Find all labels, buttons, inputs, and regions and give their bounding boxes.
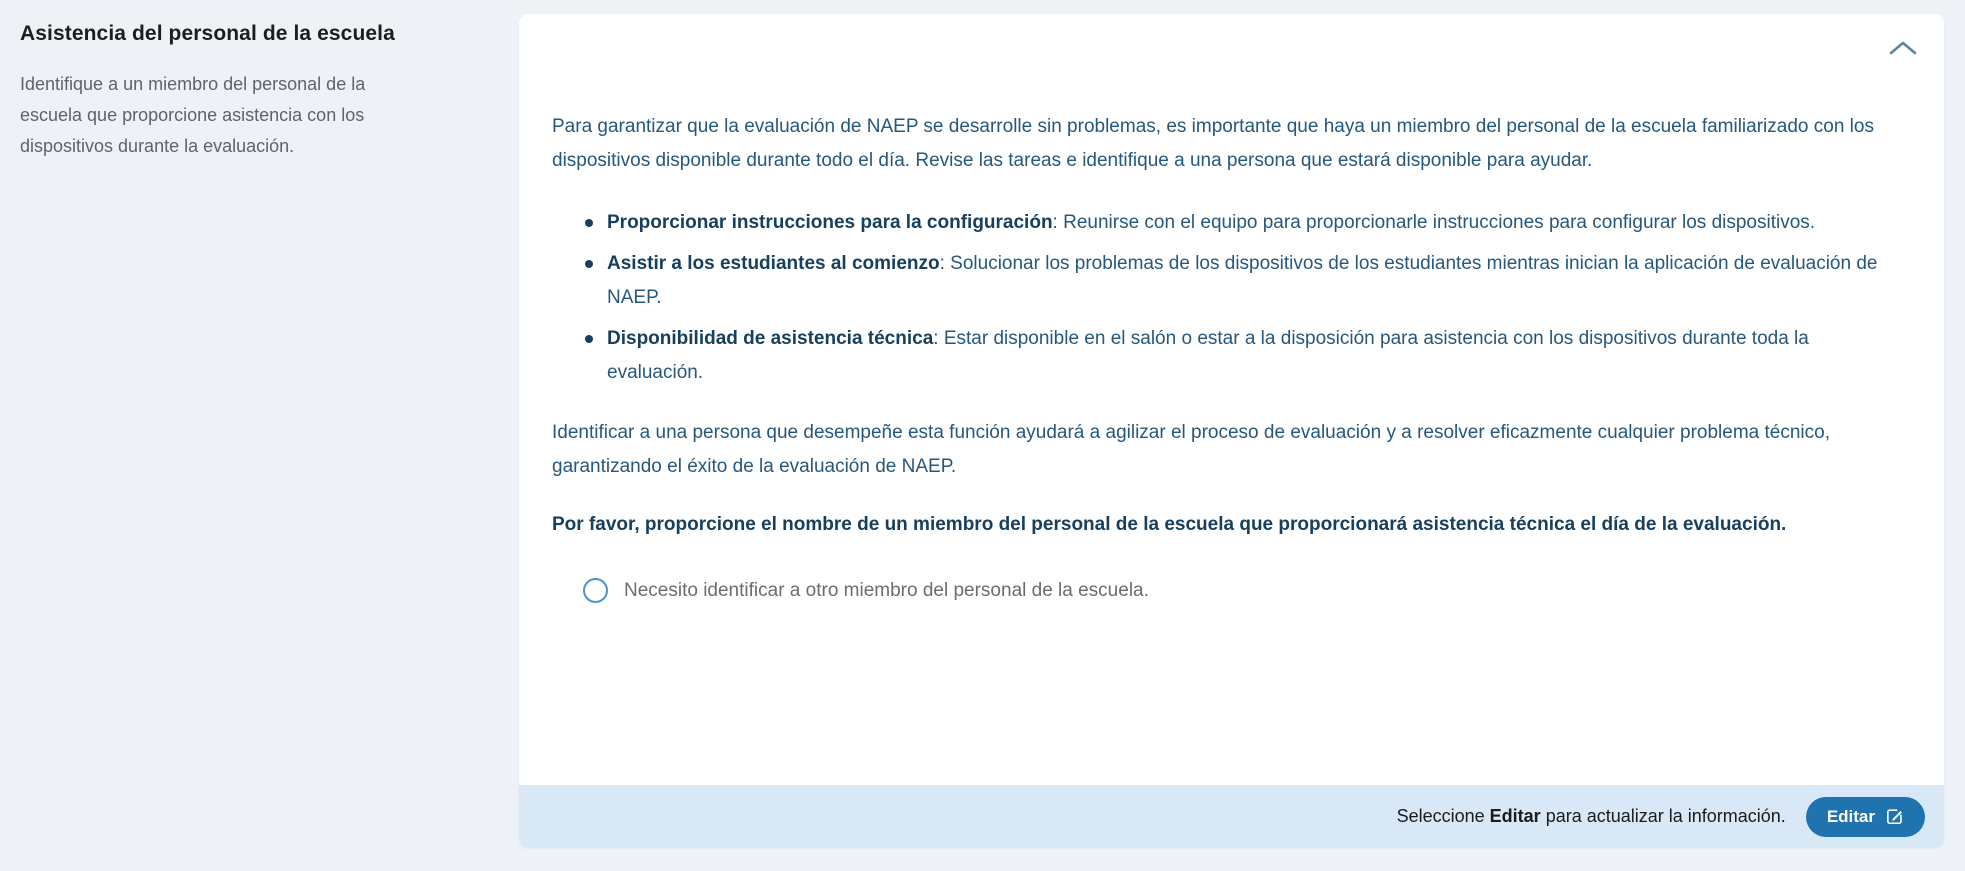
panel-body xyxy=(519,64,1944,785)
task-text: : Estar disponible en el salón o estar a la disposición para asistencia con los dispositivos durante toda la evaluación. xyxy=(607,328,1809,383)
task-label: Asistir a los estudiantes al comienzo xyxy=(607,253,940,274)
section-description: Identifique a un miembro del personal de la escuela que proporcione asistencia con los dispositivos durante la evaluación. xyxy=(20,74,366,156)
content-panel xyxy=(519,14,1944,848)
task-text: : Reunirse con el equipo para proporcionarle instrucciones para configurar los dispositivos. xyxy=(1052,212,1816,233)
task-item xyxy=(607,247,1904,315)
radio-button[interactable] xyxy=(583,578,608,603)
prompt-paragraph: Por favor, proporcione el nombre de un miembro del personal de la escuela que proporcionará asistencia técnica el día de la evaluación. xyxy=(552,514,1787,535)
outro-paragraph: Identificar a una persona que desempeñe esta función ayudará a agilizar el proceso de evaluación y a resolver eficazmente cualquier problema técnico, garantizando el éxito de la evaluación de NAEP. xyxy=(552,422,1830,477)
footer-hint xyxy=(1397,806,1786,827)
intro-paragraph: Para garantizar que la evaluación de NAEP se desarrolle sin problemas, es importante que haya un miembro del personal de la escuela familiarizado con los dispositivos disponible durante todo el día. Revise las tareas e identifique a una persona que estará disponible para ayudar. xyxy=(552,116,1874,171)
task-label: Proporcionar instrucciones para la configuración xyxy=(607,212,1053,233)
edit-button[interactable] xyxy=(1806,797,1925,837)
section-title: Asistencia del personal de la escuela xyxy=(20,22,395,45)
footer-hint-prefix: Seleccione xyxy=(1396,806,1490,826)
footer-hint-suffix: para actualizar la información. xyxy=(1540,806,1786,826)
task-label: Disponibilidad de asistencia técnica xyxy=(607,328,934,349)
radio-label[interactable]: Necesito identificar a otro miembro del personal de la escuela. xyxy=(624,579,1149,601)
task-item xyxy=(607,206,1904,240)
panel-header xyxy=(519,14,1944,64)
task-text: : Solucionar los problemas de los dispositivos de los estudiantes mientras inician la aplicación de evaluación de NAEP. xyxy=(607,253,1878,308)
task-item xyxy=(607,322,1904,390)
panel-footer xyxy=(519,785,1944,848)
footer-hint-bold: Editar xyxy=(1489,806,1541,826)
edit-button-label: Editar xyxy=(1826,806,1875,826)
task-list xyxy=(552,206,1904,390)
chevron-up-icon xyxy=(1888,39,1918,57)
sidebar-section xyxy=(20,14,519,848)
radio-option[interactable] xyxy=(583,578,1904,603)
edit-icon xyxy=(1885,807,1904,826)
collapse-button[interactable] xyxy=(1886,36,1920,60)
